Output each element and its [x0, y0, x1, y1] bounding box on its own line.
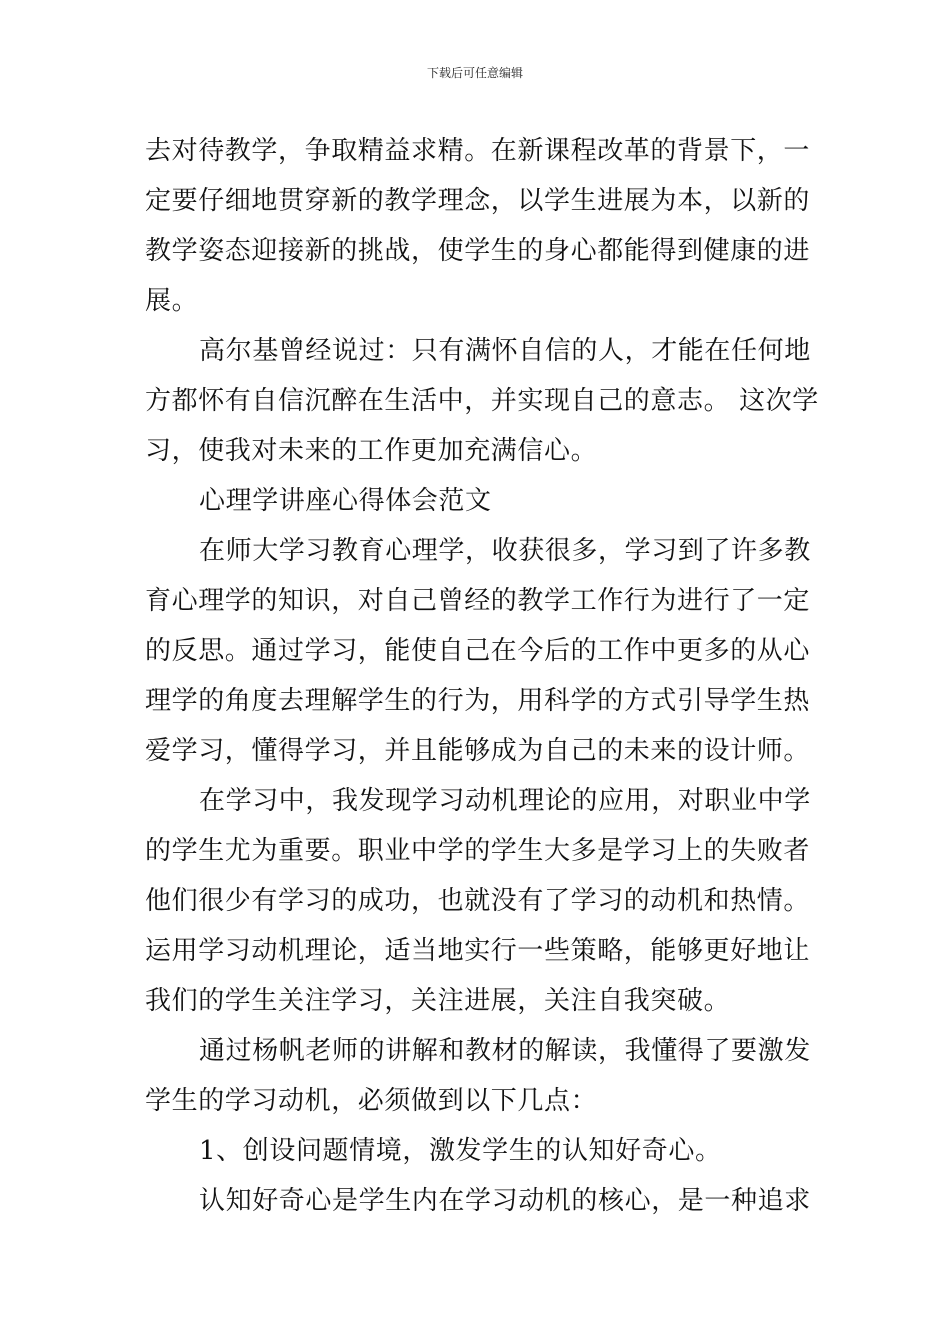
page-header: 下载后可任意编辑: [426, 66, 523, 80]
text-line: 教学姿态迎接新的挑战，使学生的身心都能得到健康的进: [145, 236, 811, 266]
document-body: [145, 126, 819, 1226]
text-line: 通过杨帆老师的讲解和教材的解读，我懂得了要激发: [199, 1036, 811, 1066]
text-line: 定要仔细地贯穿新的教学理念，以学生进展为本，以新的: [145, 186, 811, 216]
text-line: 学生的学习动机，必须做到以下几点：: [145, 1086, 598, 1116]
text-line: 理学的角度去理解学生的行为，用科学的方式引导学生热: [145, 686, 811, 716]
text-line: 运用学习动机理论，适当地实行一些策略，能够更好地让: [145, 936, 811, 966]
text-line: 认知好奇心是学生内在学习动机的核心，是一种追求: [199, 1186, 811, 1216]
text-line: 1、创设问题情境，激发学生的认知好奇心。: [199, 1136, 722, 1166]
text-line: 高尔基曾经说过：只有满怀自信的人，才能在任何地: [199, 336, 811, 366]
text-line: 的学生尤为重要。职业中学的学生大多是学习上的失败者: [145, 836, 811, 866]
text-line: 育心理学的知识，对自己曾经的教学工作行为进行了一定: [145, 586, 811, 616]
text-line: 我们的学生关注学习，关注进展，关注自我突破。: [145, 986, 731, 1016]
text-line: 方都怀有自信沉醉在生活中，并实现自己的意志。 这次学: [145, 386, 819, 416]
text-line: 习，使我对未来的工作更加充满信心。: [145, 436, 598, 466]
text-line: 去对待教学，争取精益求精。在新课程改革的背景下，一: [145, 136, 811, 166]
text-line: 他们很少有学习的成功，也就没有了学习的动机和热情。: [145, 886, 811, 916]
text-line: 的反思。通过学习，能使自己在今后的工作中更多的从心: [145, 636, 811, 666]
text-line: 爱学习，懂得学习，并且能够成为自己的未来的设计师。: [145, 736, 811, 766]
text-line: 心理学讲座心得体会范文: [199, 486, 492, 516]
text-line: 在师大学习教育心理学，收获很多，学习到了许多教: [199, 536, 811, 566]
text-line: 在学习中，我发现学习动机理论的应用，对职业中学: [199, 786, 811, 816]
text-line: 展。: [145, 286, 199, 316]
